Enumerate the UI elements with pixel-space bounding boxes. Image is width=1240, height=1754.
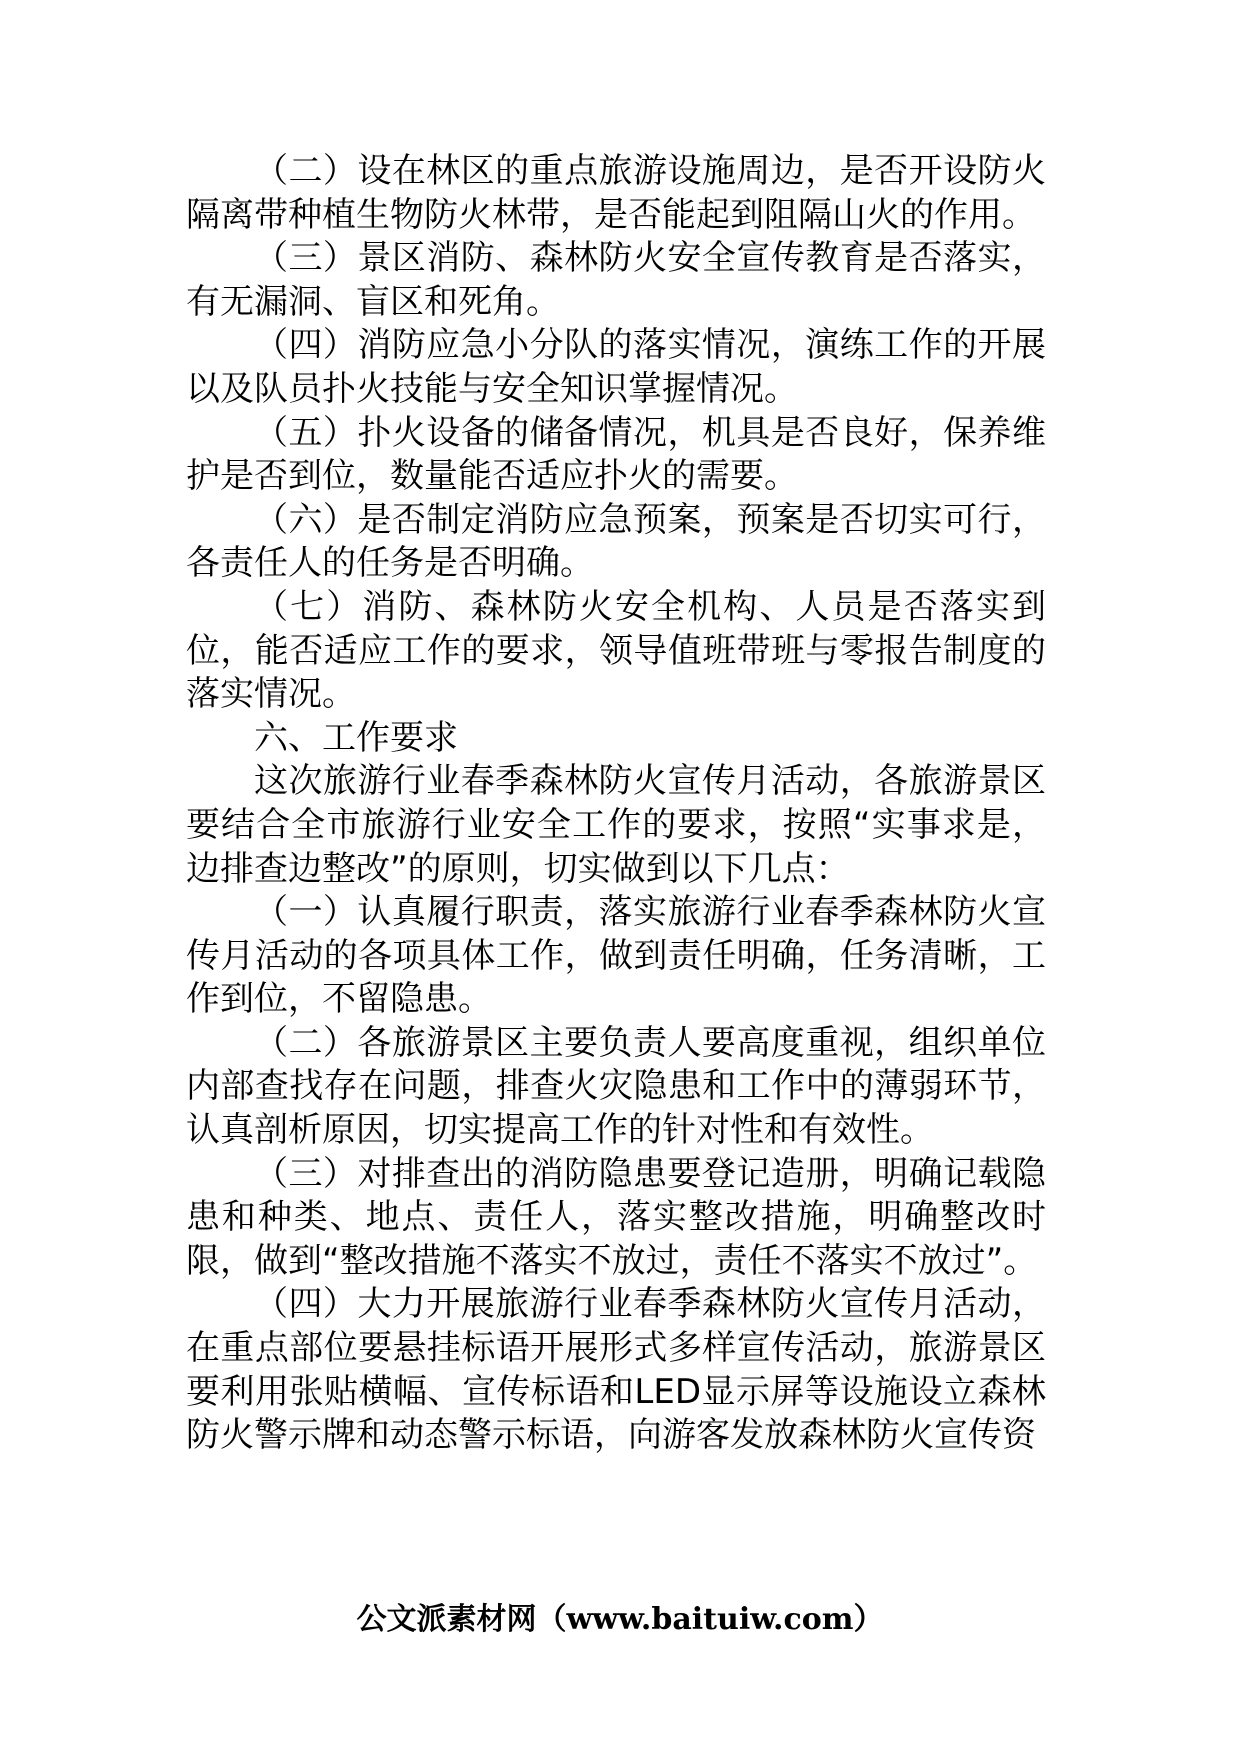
paragraph-req-2-leadership: （二）各旅游景区主要负责人要高度重视，组织单位内部查找存在问题，排查火灾隐患和工作中的薄弱环节，认真剖析原因，切实提高工作的针对性和有效性。 [186,1022,1046,1151]
paragraph-item-4-emergency-team: （四）消防应急小分队的落实情况，演练工作的开展以及队员扑火技能与安全知识掌握情况。 [186,325,1046,409]
paragraph-req-1-duties: （一）认真履行职责，落实旅游行业春季森林防火宣传月活动的各项具体工作，做到责任明确，任务清晰，工作到位，不留隐患。 [186,892,1046,1020]
paragraph-item-3-publicity: （三）景区消防、森林防火安全宣传教育是否落实，有无漏洞、盲区和死角。 [186,238,1046,322]
paragraph-item-7-organization: （七）消防、森林防火安全机构、人员是否落实到位，能否适应工作的要求，领导值班带班与零报告制度的落实情况。 [186,586,1046,715]
paragraph-item-5-equipment: （五）扑火设备的储备情况，机具是否良好，保养维护是否到位，数量能否适应扑火的需要。 [186,412,1046,497]
paragraph-intro: 这次旅游行业春季森林防火宣传月活动，各旅游景区要结合全市旅游行业安全工作的要求，按照“实事求是，边排查边整改”的原则，切实做到以下几点： [186,761,1046,889]
paragraph-req-3-rectification: （三）对排查出的消防隐患要登记造册，明确记载隐患和种类、地点、责任人，落实整改措施，明确整改时限，做到“整改措施不落实不放过，责任不落实不放过”。 [186,1153,1046,1281]
paragraph-item-2-facilities: （二）设在林区的重点旅游设施周边，是否开设防火隔离带种植生物防火林带，是否能起到阻隔山火的作用。 [186,151,1046,235]
paragraph-item-6-contingency-plan: （六）是否制定消防应急预案，预案是否切实可行，各责任人的任务是否明确。 [186,499,1046,584]
section-heading-work-requirements: 六、工作要求 [254,717,458,758]
source-footer: 公文派素材网（www.baituiw.com） [356,1602,884,1637]
paragraph-req-4-campaign: （四）大力开展旅游行业春季森林防火宣传月活动，在重点部位要悬挂标语开展形式多样宣传活动，旅游景区要利用张贴横幅、宣传标语和LED显示屏等设施设立森林防火警示牌和动态警示标语，向游客发放森林防火宣传资 [186,1284,1046,1456]
document-body [186,150,1046,1458]
